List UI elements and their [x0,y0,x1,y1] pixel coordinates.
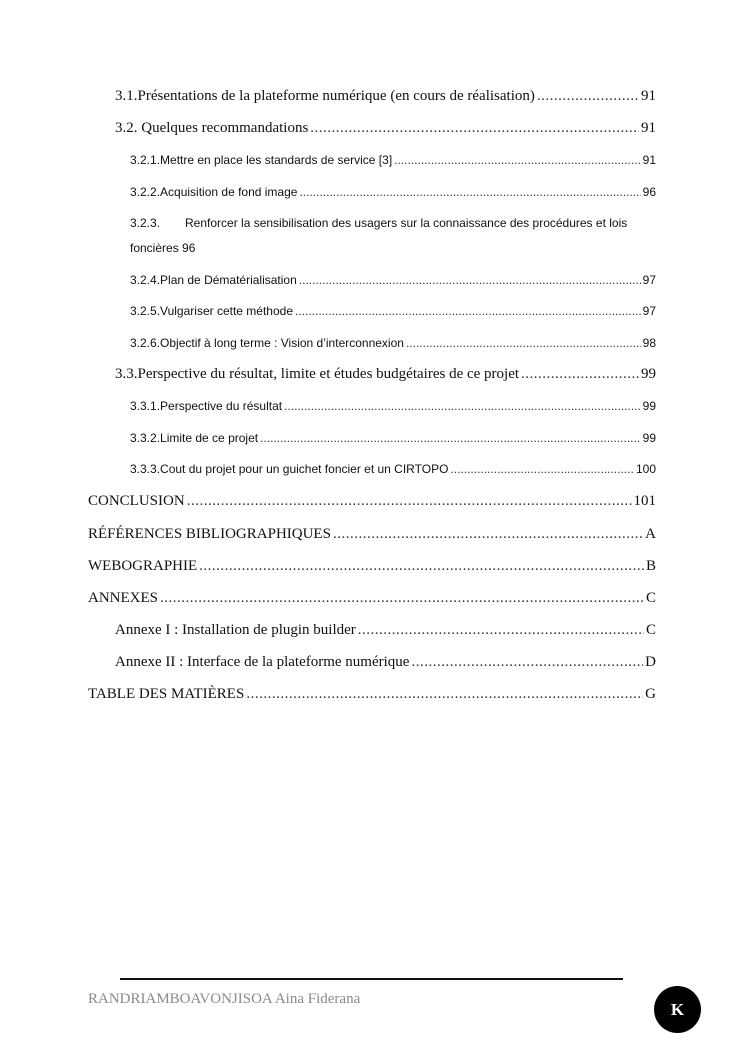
toc-entry-number: 3.3. [115,366,138,382]
toc-entry-number: 3.1. [115,88,138,104]
dot-leader [450,462,634,476]
dot-leader [187,493,632,510]
toc-entry-page: 99 [641,366,656,382]
toc-entry-page: C [645,590,656,606]
toc-entry-page: 98 [642,336,656,350]
toc-entry-annexe-2[interactable] [115,654,656,671]
toc-entry-number: 3.2.1. [130,153,161,167]
toc-entry-conclusion[interactable] [88,493,656,510]
toc-entry-references[interactable] [88,526,656,543]
toc-entry-title: TABLE DES MATIÈRES [88,686,245,702]
toc-entry-table-des-matieres[interactable] [88,686,656,703]
toc-entry-page: B [645,558,656,574]
toc-entry-page: C [645,622,656,638]
toc-entry-title: Perspective du résultat [160,399,283,413]
toc-entry-title: Acquisition de fond image [160,185,298,199]
toc-entry-3-1[interactable] [115,88,656,105]
dot-leader [246,686,643,703]
dot-leader [411,654,643,671]
toc-entry-page: 91 [641,120,656,136]
toc-entry-page: 97 [642,304,656,318]
toc-entry-3-3[interactable] [115,366,656,383]
toc-entry-annexes[interactable] [88,590,656,607]
dot-leader [295,304,641,318]
toc-entry-page: 99 [642,431,656,445]
toc-entry-page: G [645,686,656,702]
dot-leader [358,622,644,639]
toc-entry-title: 3.2. Quelques recommandations [115,120,309,136]
dot-leader [394,153,640,167]
footer-rule [120,978,623,980]
toc-entry-number: 3.3.3. [130,462,161,476]
dot-leader [537,88,639,105]
toc-entry-annexe-1[interactable] [115,622,656,639]
toc-entry-number: 3.2.6. [130,336,161,350]
toc-entry-title: Renforcer la sensibilisation des usagers sur la connaissance des procédures et lois [185,216,628,230]
toc-entry-number: 3.2.2. [130,185,161,199]
toc-entry-page: A [645,526,656,542]
toc-entry-title: Mettre en place les standards de service [3] [160,153,393,167]
page-number-badge: K [654,986,701,1033]
toc-entry-title: Plan de Dématérialisation [160,273,297,287]
toc-entry-page: 99 [642,399,656,413]
toc-entry-title: Cout du projet pour un guichet foncier et un CIRTOPO [160,462,449,476]
dot-leader [521,366,639,383]
toc-entry-page: 100 [635,462,656,476]
toc-entry-title: Présentations de la plateforme numérique (en cours de réalisation) [137,88,535,104]
toc-entry-title: Annexe I : Installation de plugin builder [115,622,356,638]
dot-leader [299,273,641,287]
toc-entry-number: 3.2.3. [130,216,161,230]
toc-entry-title: ANNEXES [88,590,158,606]
toc-entry-page: 96 [642,185,656,199]
dot-leader [260,431,641,445]
toc-entry-3-3-3[interactable] [130,462,656,476]
dot-leader [299,185,640,199]
toc-entry-number: 3.3.2. [130,431,161,445]
toc-entry-title: WEBOGRAPHIE [88,558,198,574]
toc-entry-3-2[interactable] [115,120,656,137]
toc-entry-3-2-5[interactable] [130,304,656,318]
footer-author: RANDRIAMBOAVONJISOA Aina Fiderana [88,991,361,1007]
toc-entry-3-2-4[interactable] [130,273,656,287]
dot-leader [333,526,643,543]
toc-entry-title: RÉFÉRENCES BIBLIOGRAPHIQUES [88,526,331,542]
toc-entry-number: 3.3.1. [130,399,161,413]
toc-entry-page: 91 [642,153,656,167]
toc-entry-title: Annexe II : Interface de la plateforme numérique [115,654,410,670]
toc-entry-title: Vulgariser cette méthode [160,304,293,318]
toc-entry-title: Objectif à long terme : Vision d’interconnexion [160,336,404,350]
toc-entry-number: 3.2.4. [130,273,161,287]
toc-entry-number: 3.2.5. [130,304,161,318]
toc-entry-page: 97 [642,273,656,287]
dot-leader [310,120,639,137]
toc-entry-3-2-2[interactable] [130,185,656,199]
toc-entry-page: 101 [633,493,656,509]
toc-entry-3-2-3-continuation[interactable]: foncières 96 [130,241,196,255]
toc-entry-3-2-6[interactable] [130,336,656,350]
dot-leader [284,399,641,413]
toc-entry-title: Perspective du résultat, limite et études budgétaires de ce projet [137,366,520,382]
toc-entry-3-2-1[interactable] [130,153,656,167]
toc-entry-page: 91 [641,88,656,104]
toc-entry-3-3-2[interactable] [130,431,656,445]
toc-entry-title: CONCLUSION [88,493,185,509]
toc-entry-webographie[interactable] [88,558,656,575]
toc-entry-title: Limite de ce projet [160,431,259,445]
dot-leader [160,590,644,607]
toc-entry-3-3-1[interactable] [130,399,656,413]
dot-leader [406,336,641,350]
dot-leader [199,558,644,575]
toc-entry-page: D [645,654,656,670]
toc-entry-3-2-3[interactable] [130,216,656,230]
